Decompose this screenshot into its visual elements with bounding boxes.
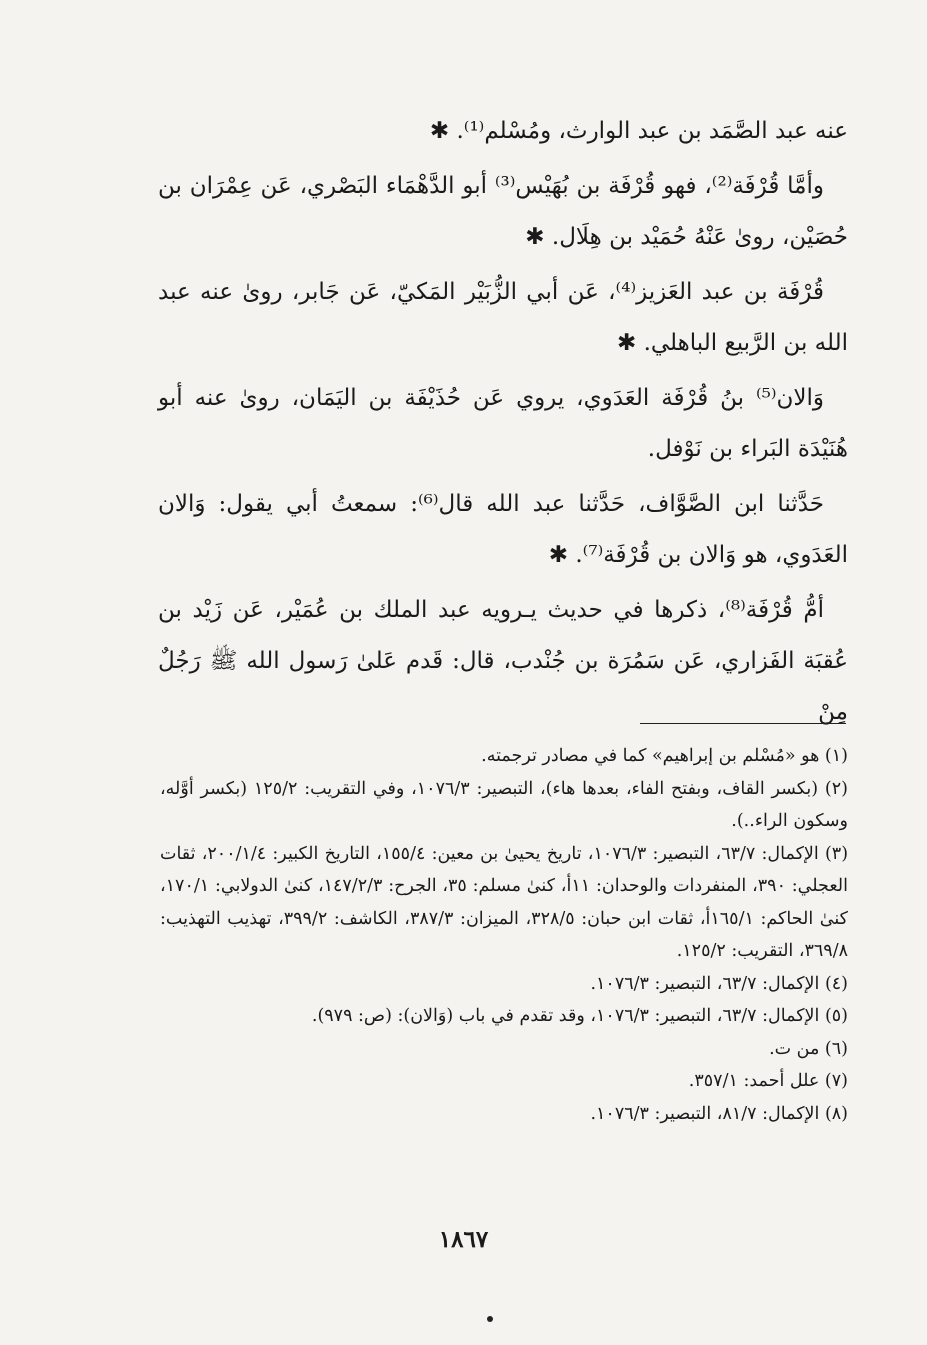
paragraph: وأمَّا قُرْفَة⁽²⁾، فهو قُرْفَة بن بُهَيْس⁽³⁾ أبو الدَّهْمَاء البَصْري، عَن عِمْرَان بن حُصَيْن، روىٰ عَنْهُ حُمَيْد بن هِلَال. ✱ [158, 173, 848, 250]
footnote: (٤) الإكمال: ٦٣/٧، التبصير: ١٠٧٦/٣. [590, 973, 848, 994]
footnote: (٣) الإكمال: ٦٣/٧، التبصير: ١٠٧٦/٣، تاريخ يحيىٰ بن معين: ١٥٥/٤، التاريخ الكبير: ٢٠٠/١/٤، ثقات العجلي: ٣٩٠، المنفردات والوحدان: ١١أ، كنىٰ مسلم: ٣٥، الجرح: ١٤٧/٢/٣، كنىٰ الدولابي: ١٧٠/١، كنىٰ الحاكم: ١٦٥/١أ، ثقات ابن حبان: ٣٢٨/٥، الميزان: ٣٨٧/٣، الكاشف: ٣٩٩/٢، تهذيب التهذيب: ٣٦٩/٨، التقريب: ١٢٥/٢. [160, 843, 849, 961]
paragraph: حَدَّثنا ابن الصَّوَّاف، حَدَّثنا عبد الله قال⁽⁶⁾: سمعتُ أبي يقول: وَالان العَدَوي، هو وَالان بن قُرْفَة⁽⁷⁾. ✱ [158, 491, 848, 568]
paragraph: أمُّ قُرْفَة⁽⁸⁾، ذكرها في حديث يـرويه عبد الملك بن عُمَيْر، عَن زَيْد بن عُقبَة الفَزاري، عَن سَمُرَة بن جُنْدب، قال: قَدم عَلىٰ رَسول الله ﷺ رَجُلٌ مِنْ [158, 597, 848, 725]
footnote: (٨) الإكمال: ٨١/٧، التبصير: ١٠٧٦/٣. [590, 1103, 848, 1124]
footnote: (٧) علل أحمد: ٣٥٧/١. [688, 1071, 848, 1091]
footnotes [160, 740, 848, 1130]
main-text [158, 106, 848, 742]
footnote: (٥) الإكمال: ٦٣/٧، التبصير: ١٠٧٦/٣، وقد تقدم في باب (وَالان): (ص: ٩٧٩). [311, 1006, 848, 1026]
footnote: (٦) من ت. [769, 1038, 848, 1059]
print-dot-mark [487, 1316, 493, 1322]
footnote: (١) هو «مُسْلم بن إبراهيم» كما في مصادر ترجمته. [481, 746, 848, 766]
page-number: ١٨٦٧ [438, 1226, 489, 1253]
footnote-divider [640, 723, 846, 724]
footnote: (٢) (بكسر القاف، وبفتح الفاء، بعدها هاء)، التبصير: ١٠٧٦/٣، وفي التقريب: ١٢٥/٢ (بكسر أوَّله، وسكون الراء..). [160, 778, 848, 831]
paragraph: عنه عبد الصَّمَد بن عبد الوارث، ومُسْلم⁽¹⁾. ✱ [429, 118, 848, 144]
paragraph: قُرْفَة بن عبد العَزيز⁽⁴⁾، عَن أبي الزُّبَيْر المَكيّ، عَن جَابر، روىٰ عنه عبد الله بن الرَّبيع الباهلي. ✱ [158, 279, 848, 356]
paragraph: وَالان⁽⁵⁾ بنُ قُرْفَة العَدَوي، يروي عَن حُذَيْفَة بن اليَمَان، روىٰ عنه أبو هُنَيْدَة البَراء بن نَوْفل. [158, 385, 848, 462]
